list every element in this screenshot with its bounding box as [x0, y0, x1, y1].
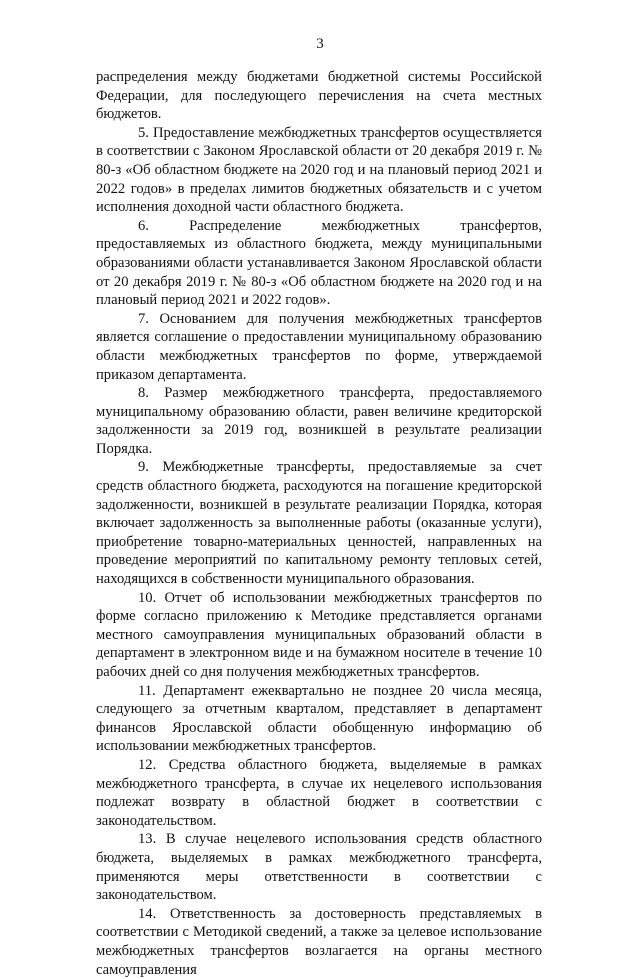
document-body: [96, 68, 542, 979]
paragraph-item-14: 14. Ответственность за достоверность представляемых в соответствии с Методикой сведений, а также за целевое использование межбюджетных трансфертов возлагается на органы местного самоуправления: [96, 905, 542, 978]
paragraph-item-8: 8. Размер межбюджетного трансферта, предоставляемого муниципальному образованию области, равен величине кредиторской задолженности за 2019 год, возникшей в результате реализации Порядка.: [96, 385, 542, 457]
paragraph-item-12: 12. Средства областного бюджета, выделяемые в рамках межбюджетного трансферта, в случае их нецелевого использования подлежат возврату в областной бюджет в соответствии с законодательством.: [96, 756, 542, 829]
paragraph-item-11: 11. Департамент ежеквартально не позднее 20 числа месяца, следующего за отчетным кварталом, представляет в департамент финансов Ярославской области обобщенную информацию об использовании межбюджетных трансфертов.: [96, 682, 542, 755]
paragraph-item-6: 6. Распределение межбюджетных трансфертов, предоставляемых из областного бюджета, между муниципальными образованиями области устанавливается Законом Ярославской области от 20 декабря 2019 г. № 80-з «Об областном бюджете на 2020 год и на плановый период 2021 и 2022 годов».: [96, 217, 542, 309]
paragraph-item-7: 7. Основанием для получения межбюджетных трансфертов является соглашение о предоставлении муниципальному образованию области межбюджетных трансфертов по форме, утверждаемой приказом департамента.: [96, 310, 542, 383]
paragraph-item-9: 9. Межбюджетные трансферты, предоставляемые за счет средств областного бюджета, расходуются на погашение кредиторской задолженности, возникшей в результате реализации Порядка, которая включает задолженность за выполненные работы (оказанные услуги), приобретение товарно-материальных ценностей, направленных на проведение мероприятий по капитальному ремонту тепловых сетей, находящихся в собственности муниципального образования.: [96, 459, 542, 588]
page-number: 3: [316, 36, 324, 52]
paragraph-item-13: 13. В случае нецелевого использования средств областного бюджета, выделяемых в рамках межбюджетного трансферта, применяются меры ответственности в соответствии с законодательством.: [96, 831, 542, 904]
paragraph-item-5: 5. Предоставление межбюджетных трансфертов осуществляется в соответствии с Законом Ярославской области от 20 декабря 2019 г. № 80-з «Об областном бюджете на 2020 год и на плановый период 2021 и 2022 годов» в пределах лимитов бюджетных обязательств и с учетом исполнения доходной части областного бюджета.: [96, 124, 542, 216]
paragraph-continuation: распределения между бюджетами бюджетной системы Российской Федерации, для последующего перечисления на счета местных бюджетов.: [96, 69, 542, 123]
paragraph-item-10: 10. Отчет об использовании межбюджетных трансфертов по форме согласно приложению к Методике представляется органами местного самоуправления муниципальных образований области в департамент в электронном виде и на бумажном носителе в течение 10 рабочих дней со дня получения межбюджетных трансфертов.: [96, 589, 542, 680]
